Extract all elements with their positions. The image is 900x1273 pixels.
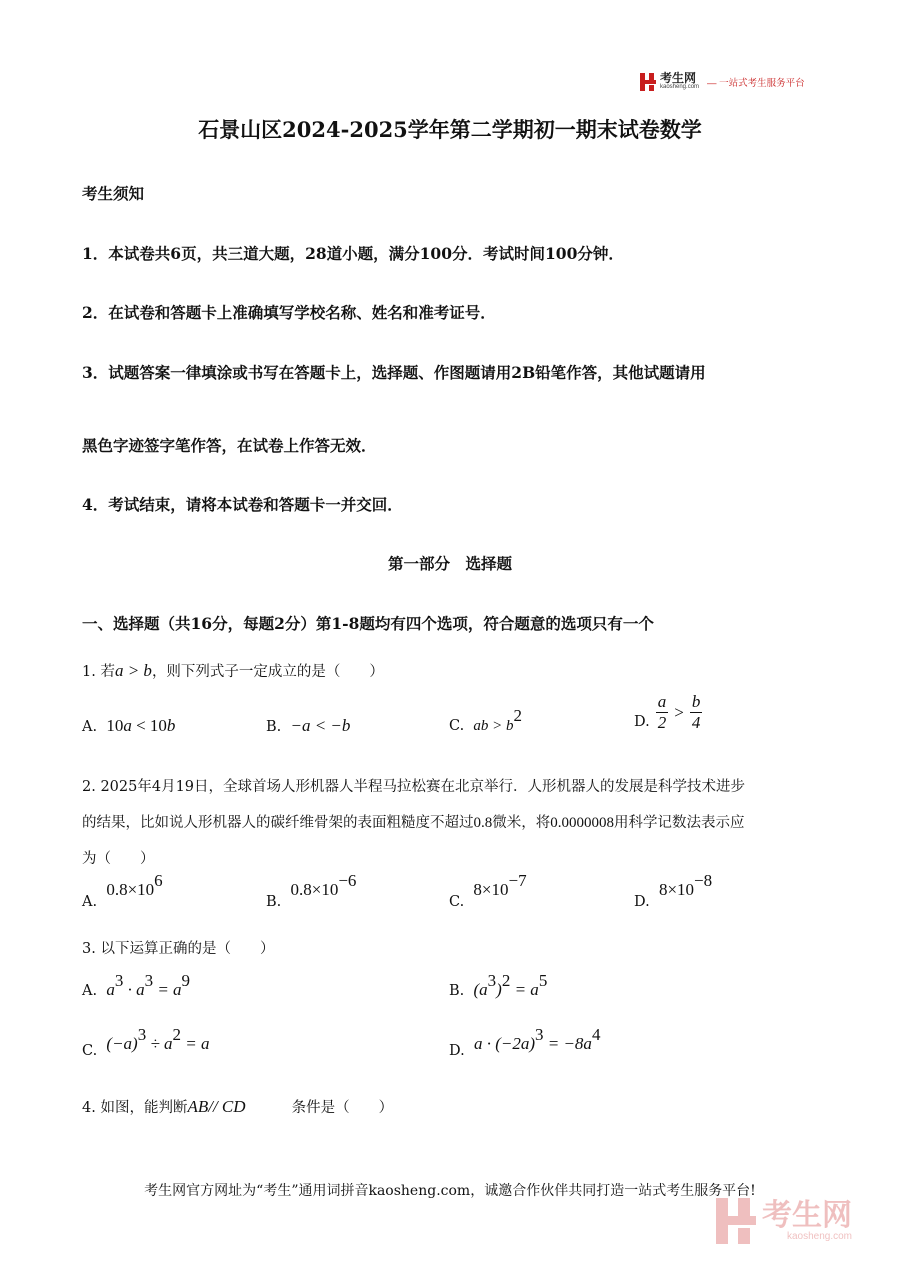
page-title: 石景山区2024-2025学年第二学期初一期末试卷数学 — [198, 117, 702, 142]
q3-option-c: C. $(-a)^3 \div a^2 = a$ — [82, 1025, 210, 1059]
q3-option-b: B. $(a^3)^2 = a^5$ — [449, 971, 548, 999]
q3-option-a: A. $a^3 \cdot a^3 = a^9$ — [82, 971, 191, 999]
q1-option-c: C. ab > $b^2$ — [449, 706, 523, 734]
notice-item-3-cont: 黑色字迹签字笔作答，在试卷上作答无效． — [82, 436, 377, 455]
brand-logo — [640, 72, 805, 91]
watermark-logo: 考生网 kaosheng.com — [716, 1198, 852, 1244]
logo-domain: kaosheng.com — [660, 84, 700, 90]
q2-option-b: B. $0.8\times 10^{-6}$ — [266, 871, 357, 910]
q1-option-d: D. $\frac{a}{2}$ > $\frac{b}{4}$ — [634, 692, 701, 732]
logo-slogan: — 一站式考生服务平台 — [707, 77, 805, 89]
q2-option-a: A. $0.8\times 10^6$ — [82, 871, 163, 910]
notice-item-4: 4．考试结束，请将本试卷和答题卡一并交回． — [82, 495, 403, 514]
question-2-line-1: 2. 2025年4月19日，全球首场人形机器人半程马拉松赛在北京举行．人形机器人的发展是科学技术进步 — [82, 779, 746, 795]
notice-item-2: 2．在试卷和答题卡上准确填写学校名称、姓名和准考证号． — [82, 303, 496, 322]
question-1-stem: 1. 若a > b，则下列式子一定成立的是（ ） — [82, 661, 384, 680]
question-4-stem: 4. 如图，能判断AB// CD 条件是（ ） — [82, 1097, 394, 1116]
q3-option-d: D. $a \cdot (-2a)^3 = -8a^4$ — [449, 1025, 601, 1059]
logo-text: 考生网 — [660, 71, 697, 85]
q2-option-d: D. $8\times 10^{-8}$ — [634, 871, 713, 910]
q1-option-a: A. 10a < 10b — [82, 716, 176, 735]
q1-option-b: B. −a < −b — [266, 716, 351, 735]
q2-option-c: C. $8\times 10^{-7}$ — [449, 871, 527, 910]
footer-text: 考生网官方网址为“考生”通用词拼音kaosheng.com，诚邀合作伙伴共同打造一站式考生服务平台! — [144, 1183, 756, 1199]
notice-item-3: 3．试题答案一律填涂或书写在答题卡上，选择题、作图题请用2B铅笔作答，其他试题请用 — [82, 363, 706, 382]
notice-item-1: 1．本试卷共6页，共三道大题，28道小题，满分100分．考试时间100分钟． — [82, 244, 624, 263]
section-heading: 一、选择题（共16分，每题2分）第1-8题均有四个选项，符合题意的选项只有一个 — [82, 614, 654, 633]
question-2-line-2: 的结果，比如说人形机器人的碳纤维骨架的表面粗糙度不超过0.8微米，将0.0000008用科学记数法表示应 — [82, 815, 745, 831]
question-3-stem: 3. 以下运算正确的是（ ） — [82, 941, 275, 957]
question-2-line-3: 为（ ） — [82, 851, 155, 867]
watermark-icon — [716, 1198, 756, 1244]
part1-heading: 第一部分 选择题 — [387, 554, 512, 573]
notice-heading: 考生须知 — [82, 184, 145, 203]
kaosheng-logo-icon — [640, 73, 656, 91]
